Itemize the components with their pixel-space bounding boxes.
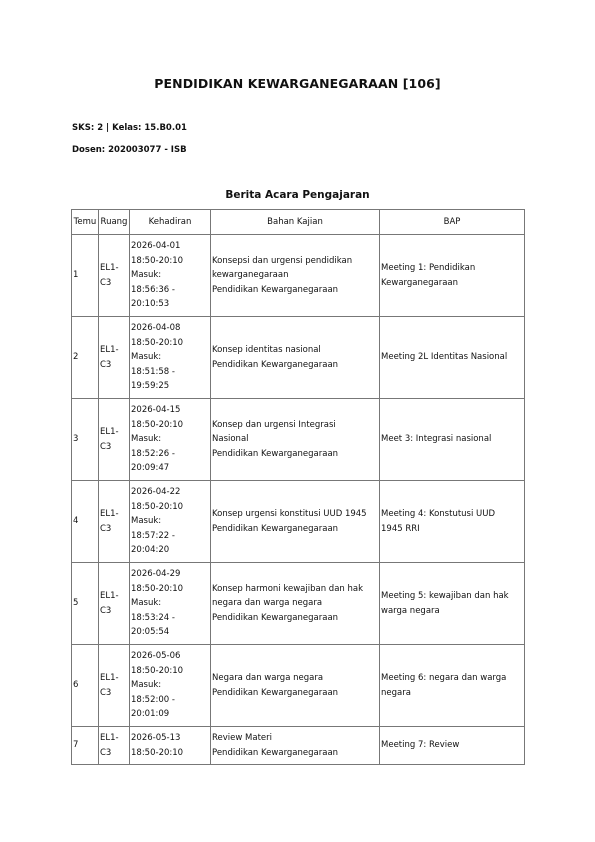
material-line: Pendidikan Kewarganegaraan <box>212 284 339 295</box>
attendance-line: 18:52:26 - <box>131 448 175 459</box>
attendance-line: Masuk: <box>131 352 162 363</box>
material-line: Pendidikan Kewarganegaraan <box>212 612 339 623</box>
cell-kehadiran <box>130 317 211 399</box>
column-header-bap: BAP <box>380 210 525 235</box>
room-line: C3 <box>100 523 112 534</box>
attendance-line: 18:53:24 - <box>131 612 175 623</box>
cell-ruang <box>99 727 130 765</box>
material-line: Konsep harmoni kewajiban dan hak <box>212 583 364 594</box>
cell-temu: 3 <box>72 399 99 481</box>
cell-ruang <box>99 399 130 481</box>
attendance-line: 20:01:09 <box>131 709 170 720</box>
table-header-row <box>72 210 525 235</box>
table-row <box>72 235 525 317</box>
cell-ruang <box>99 235 130 317</box>
material-line: Konsepsi dan urgensi pendidikan <box>212 255 353 266</box>
attendance-line: 18:52:00 - <box>131 694 175 705</box>
bap-line: Meeting 7: Review <box>381 740 460 751</box>
attendance-line: 2026-05-06 <box>131 651 181 662</box>
bap-line: Meeting 6: negara dan warga <box>381 672 507 683</box>
table-row <box>72 563 525 645</box>
room-line: C3 <box>100 605 112 616</box>
page-title: PENDIDIKAN KEWARGANEGARAAN [106] <box>154 76 441 91</box>
material-line: Pendidikan Kewarganegaraan <box>212 747 339 758</box>
attendance-line: 2026-04-22 <box>131 487 181 498</box>
attendance-line: 18:50-20:10 <box>131 583 184 594</box>
cell-temu: 2 <box>72 317 99 399</box>
attendance-line: 20:09:47 <box>131 463 170 474</box>
material-line: Konsep identitas nasional <box>212 344 321 355</box>
bap-line: Meeting 1: Pendidikan <box>381 262 476 273</box>
attendance-line: 2026-04-29 <box>131 569 181 580</box>
attendance-line: 20:05:54 <box>131 627 170 638</box>
cell-bap <box>380 235 525 317</box>
table-row <box>72 645 525 727</box>
cell-bap <box>380 563 525 645</box>
cell-kehadiran <box>130 727 211 765</box>
table-row <box>72 399 525 481</box>
cell-bap <box>380 727 525 765</box>
cell-temu: 7 <box>72 727 99 765</box>
cell-bahan-kajian <box>211 563 380 645</box>
material-line: Pendidikan Kewarganegaraan <box>212 448 339 459</box>
sks-class-info: SKS: 2 | Kelas: 15.B0.01 <box>72 123 187 133</box>
teaching-record-table <box>71 209 525 765</box>
cell-ruang <box>99 645 130 727</box>
table-row <box>72 727 525 765</box>
room-line: EL1- <box>100 262 119 273</box>
cell-kehadiran <box>130 563 211 645</box>
attendance-line: Masuk: <box>131 270 162 281</box>
room-line: EL1- <box>100 590 119 601</box>
attendance-line: 18:50-20:10 <box>131 337 184 348</box>
column-header-temu: Temu <box>72 210 99 235</box>
material-line: Review Materi <box>212 732 272 743</box>
cell-kehadiran <box>130 481 211 563</box>
column-header-ruang: Ruang <box>99 210 130 235</box>
column-header-kehadiran: Kehadiran <box>130 210 211 235</box>
attendance-line: 18:50-20:10 <box>131 747 184 758</box>
attendance-line: 20:04:20 <box>131 545 170 556</box>
cell-temu: 6 <box>72 645 99 727</box>
material-line: Nasional <box>212 434 249 445</box>
cell-temu: 4 <box>72 481 99 563</box>
cell-ruang <box>99 563 130 645</box>
room-line: EL1- <box>100 672 119 683</box>
attendance-line: 2026-04-08 <box>131 323 181 334</box>
attendance-line: 18:56:36 - <box>131 284 175 295</box>
cell-ruang <box>99 317 130 399</box>
room-line: EL1- <box>100 426 119 437</box>
bap-line: negara <box>381 687 411 698</box>
table-subtitle: Berita Acara Pengajaran <box>225 189 370 201</box>
attendance-line: Masuk: <box>131 434 162 445</box>
attendance-line: 18:50-20:10 <box>131 665 184 676</box>
cell-bap <box>380 481 525 563</box>
cell-bap <box>380 645 525 727</box>
room-line: EL1- <box>100 344 119 355</box>
table-row <box>72 481 525 563</box>
attendance-line: 2026-05-13 <box>131 732 181 743</box>
table-row <box>72 317 525 399</box>
bap-line: Meet 3: Integrasi nasional <box>381 434 492 445</box>
room-line: C3 <box>100 277 112 288</box>
bap-line: Kewarganegaraan <box>381 277 459 288</box>
material-line: Pendidikan Kewarganegaraan <box>212 523 339 534</box>
column-header-bahan-kajian: Bahan Kajian <box>211 210 380 235</box>
bap-line: Meeting 2L Identitas Nasional <box>381 352 508 363</box>
material-line: Pendidikan Kewarganegaraan <box>212 359 339 370</box>
attendance-line: 18:50-20:10 <box>131 255 184 266</box>
room-line: C3 <box>100 441 112 452</box>
material-line: Konsep urgensi konstitusi UUD 1945 <box>212 508 367 519</box>
cell-bap <box>380 399 525 481</box>
bap-line: warga negara <box>381 605 440 616</box>
attendance-line: 18:51:58 - <box>131 366 175 377</box>
cell-bap <box>380 317 525 399</box>
attendance-line: 20:10:53 <box>131 299 170 310</box>
attendance-line: 18:50-20:10 <box>131 419 184 430</box>
bap-line: 1945 RRI <box>381 523 420 534</box>
bap-line: Meeting 5: kewajiban dan hak <box>381 590 509 601</box>
cell-ruang <box>99 481 130 563</box>
lecturer-info: Dosen: 202003077 - ISB <box>72 145 187 155</box>
cell-temu: 1 <box>72 235 99 317</box>
attendance-line: 18:57:22 - <box>131 530 175 541</box>
cell-bahan-kajian <box>211 235 380 317</box>
room-line: EL1- <box>100 732 119 743</box>
material-line: negara dan warga negara <box>212 598 323 609</box>
attendance-line: 2026-04-01 <box>131 241 181 252</box>
cell-bahan-kajian <box>211 317 380 399</box>
cell-bahan-kajian <box>211 645 380 727</box>
cell-bahan-kajian <box>211 727 380 765</box>
room-line: EL1- <box>100 508 119 519</box>
room-line: C3 <box>100 747 112 758</box>
cell-temu: 5 <box>72 563 99 645</box>
attendance-line: 19:59:25 <box>131 381 170 392</box>
attendance-line: Masuk: <box>131 598 162 609</box>
cell-kehadiran <box>130 399 211 481</box>
bap-line: Meeting 4: Konstutusi UUD <box>381 508 496 519</box>
attendance-line: 2026-04-15 <box>131 405 181 416</box>
room-line: C3 <box>100 687 112 698</box>
material-line: Konsep dan urgensi Integrasi <box>212 419 336 430</box>
cell-bahan-kajian <box>211 481 380 563</box>
cell-kehadiran <box>130 645 211 727</box>
material-line: Negara dan warga negara <box>212 672 324 683</box>
material-line: kewarganegaraan <box>212 270 289 281</box>
attendance-line: Masuk: <box>131 516 162 527</box>
room-line: C3 <box>100 359 112 370</box>
cell-bahan-kajian <box>211 399 380 481</box>
cell-kehadiran <box>130 235 211 317</box>
attendance-line: 18:50-20:10 <box>131 501 184 512</box>
material-line: Pendidikan Kewarganegaraan <box>212 687 339 698</box>
attendance-line: Masuk: <box>131 680 162 691</box>
